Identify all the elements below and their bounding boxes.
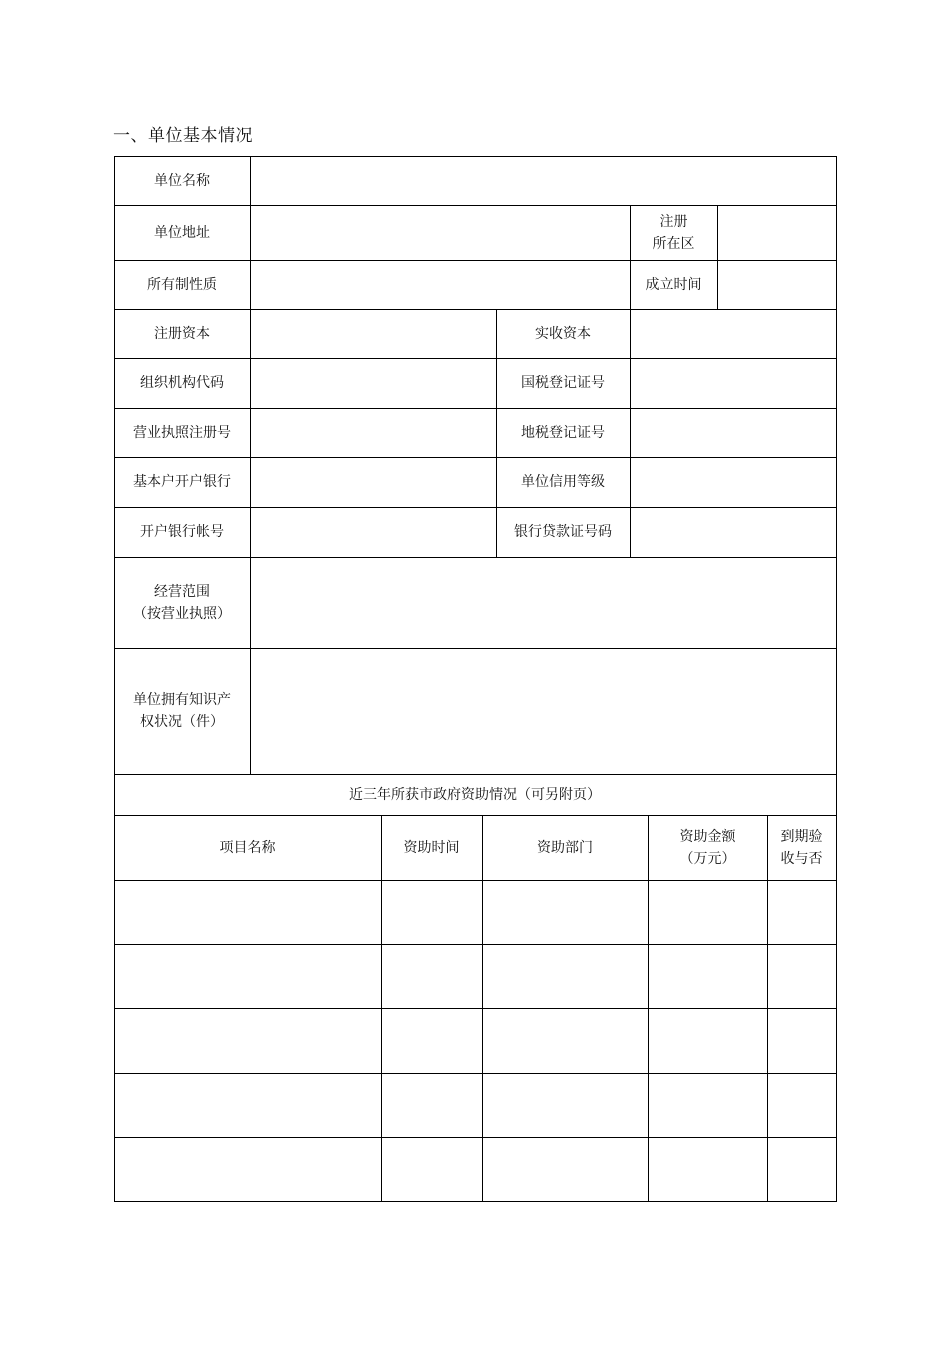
column-header-project-name bbox=[114, 815, 381, 880]
established-date-field[interactable] bbox=[717, 260, 836, 309]
funding-row-3-funding-amount[interactable] bbox=[648, 1008, 767, 1073]
column-header-funding-department bbox=[482, 815, 648, 880]
basic-account-bank-field[interactable] bbox=[250, 457, 496, 507]
funding-row-5-funding-department[interactable] bbox=[482, 1137, 648, 1201]
funding-row-4-acceptance-status[interactable] bbox=[767, 1073, 836, 1137]
funding-row-1-acceptance-status[interactable] bbox=[767, 880, 836, 944]
label-bank-account-no-text: 开户银行帐号 bbox=[140, 524, 224, 540]
funding-row-5-project-name[interactable] bbox=[114, 1137, 381, 1201]
label-established-date bbox=[630, 260, 717, 309]
section-title: 一、单位基本情况 bbox=[113, 126, 253, 146]
loan-certificate-no-field[interactable] bbox=[630, 507, 836, 557]
label-business-license-no bbox=[114, 408, 250, 457]
label-ownership-nature bbox=[114, 260, 250, 309]
business-license-no-field[interactable] bbox=[250, 408, 496, 457]
column-header-funding-amount bbox=[648, 815, 767, 880]
ownership-nature-field[interactable] bbox=[250, 260, 630, 309]
label-ownership-nature-text: 所有制性质 bbox=[147, 276, 217, 293]
ip-status-field[interactable] bbox=[250, 648, 836, 774]
funding-row-5-funding-amount[interactable] bbox=[648, 1137, 767, 1201]
label-business-scope bbox=[114, 557, 250, 648]
label-unit-name-text: 单位名称 bbox=[154, 172, 210, 189]
label-registered-capital-text: 注册资本 bbox=[154, 325, 210, 342]
funding-row-2-acceptance-status[interactable] bbox=[767, 944, 836, 1008]
funding-row-4-project-name[interactable] bbox=[114, 1073, 381, 1137]
label-business-scope-text: 经营范围 （按营业执照） bbox=[133, 583, 231, 622]
label-business-license-no-text: 营业执照注册号 bbox=[133, 424, 231, 441]
credit-rating-field[interactable] bbox=[630, 457, 836, 507]
label-loan-certificate-no bbox=[496, 507, 630, 557]
funding-row-2-funding-department[interactable] bbox=[482, 944, 648, 1008]
funding-row-1-project-name[interactable] bbox=[114, 880, 381, 944]
column-header-funding-amount-text: 资助金额 （万元） bbox=[679, 828, 736, 867]
column-header-project-name-text: 项目名称 bbox=[219, 839, 276, 856]
label-unit-address-text: 单位地址 bbox=[154, 224, 210, 241]
unit-address-field[interactable] bbox=[250, 205, 630, 260]
label-loan-certificate-no-text: 银行贷款证号码 bbox=[514, 524, 612, 540]
label-ip-status bbox=[114, 648, 250, 774]
table-rule bbox=[836, 156, 837, 1202]
funding-row-2-funding-amount[interactable] bbox=[648, 944, 767, 1008]
paid-in-capital-field[interactable] bbox=[630, 309, 836, 358]
unit-name-field[interactable] bbox=[250, 156, 836, 205]
funding-row-4-funding-department[interactable] bbox=[482, 1073, 648, 1137]
funding-row-3-acceptance-status[interactable] bbox=[767, 1008, 836, 1073]
org-code-field[interactable] bbox=[250, 358, 496, 408]
label-org-code-text: 组织机构代码 bbox=[140, 375, 224, 391]
funding-row-1-funding-department[interactable] bbox=[482, 880, 648, 944]
label-local-tax-no-text: 地税登记证号 bbox=[521, 424, 605, 441]
funding-row-2-project-name[interactable] bbox=[114, 944, 381, 1008]
column-header-funding-department-text: 资助部门 bbox=[537, 839, 593, 856]
funding-section-title-text: 近三年所获市政府资助情况（可另附页） bbox=[349, 786, 601, 803]
label-credit-rating-text: 单位信用等级 bbox=[521, 474, 605, 490]
label-national-tax-no bbox=[496, 358, 630, 408]
national-tax-no-field[interactable] bbox=[630, 358, 836, 408]
funding-row-3-funding-time[interactable] bbox=[381, 1008, 482, 1073]
label-basic-account-bank bbox=[114, 457, 250, 507]
label-ip-status-text: 单位拥有知识产 权状况（件） bbox=[133, 692, 231, 730]
label-established-date-text: 成立时间 bbox=[645, 276, 702, 293]
label-registered-district bbox=[630, 205, 717, 260]
funding-row-3-funding-department[interactable] bbox=[482, 1008, 648, 1073]
bank-account-no-field[interactable] bbox=[250, 507, 496, 557]
funding-row-4-funding-amount[interactable] bbox=[648, 1073, 767, 1137]
registered-capital-field[interactable] bbox=[250, 309, 496, 358]
label-org-code bbox=[114, 358, 250, 408]
funding-row-5-funding-time[interactable] bbox=[381, 1137, 482, 1201]
label-paid-in-capital bbox=[496, 309, 630, 358]
label-registered-capital bbox=[114, 309, 250, 358]
funding-row-5-acceptance-status[interactable] bbox=[767, 1137, 836, 1201]
label-credit-rating bbox=[496, 457, 630, 507]
label-local-tax-no bbox=[496, 408, 630, 457]
label-basic-account-bank-text: 基本户开户银行 bbox=[133, 474, 231, 490]
funding-section-title bbox=[114, 774, 836, 815]
column-header-acceptance-status-text: 到期验 收与否 bbox=[780, 828, 823, 867]
local-tax-no-field[interactable] bbox=[630, 408, 836, 457]
label-national-tax-no-text: 国税登记证号 bbox=[521, 375, 605, 391]
label-unit-name bbox=[114, 156, 250, 205]
label-unit-address bbox=[114, 205, 250, 260]
column-header-funding-time-text: 资助时间 bbox=[403, 839, 460, 856]
label-registered-district-text: 注册 所在区 bbox=[652, 213, 695, 252]
funding-row-4-funding-time[interactable] bbox=[381, 1073, 482, 1137]
funding-row-3-project-name[interactable] bbox=[114, 1008, 381, 1073]
table-rule bbox=[114, 1201, 837, 1202]
label-bank-account-no bbox=[114, 507, 250, 557]
business-scope-field[interactable] bbox=[250, 557, 836, 648]
label-paid-in-capital-text: 实收资本 bbox=[535, 325, 591, 342]
funding-row-2-funding-time[interactable] bbox=[381, 944, 482, 1008]
column-header-acceptance-status bbox=[767, 815, 836, 880]
funding-row-1-funding-time[interactable] bbox=[381, 880, 482, 944]
column-header-funding-time bbox=[381, 815, 482, 880]
registered-district-field[interactable] bbox=[717, 205, 836, 260]
funding-row-1-funding-amount[interactable] bbox=[648, 880, 767, 944]
